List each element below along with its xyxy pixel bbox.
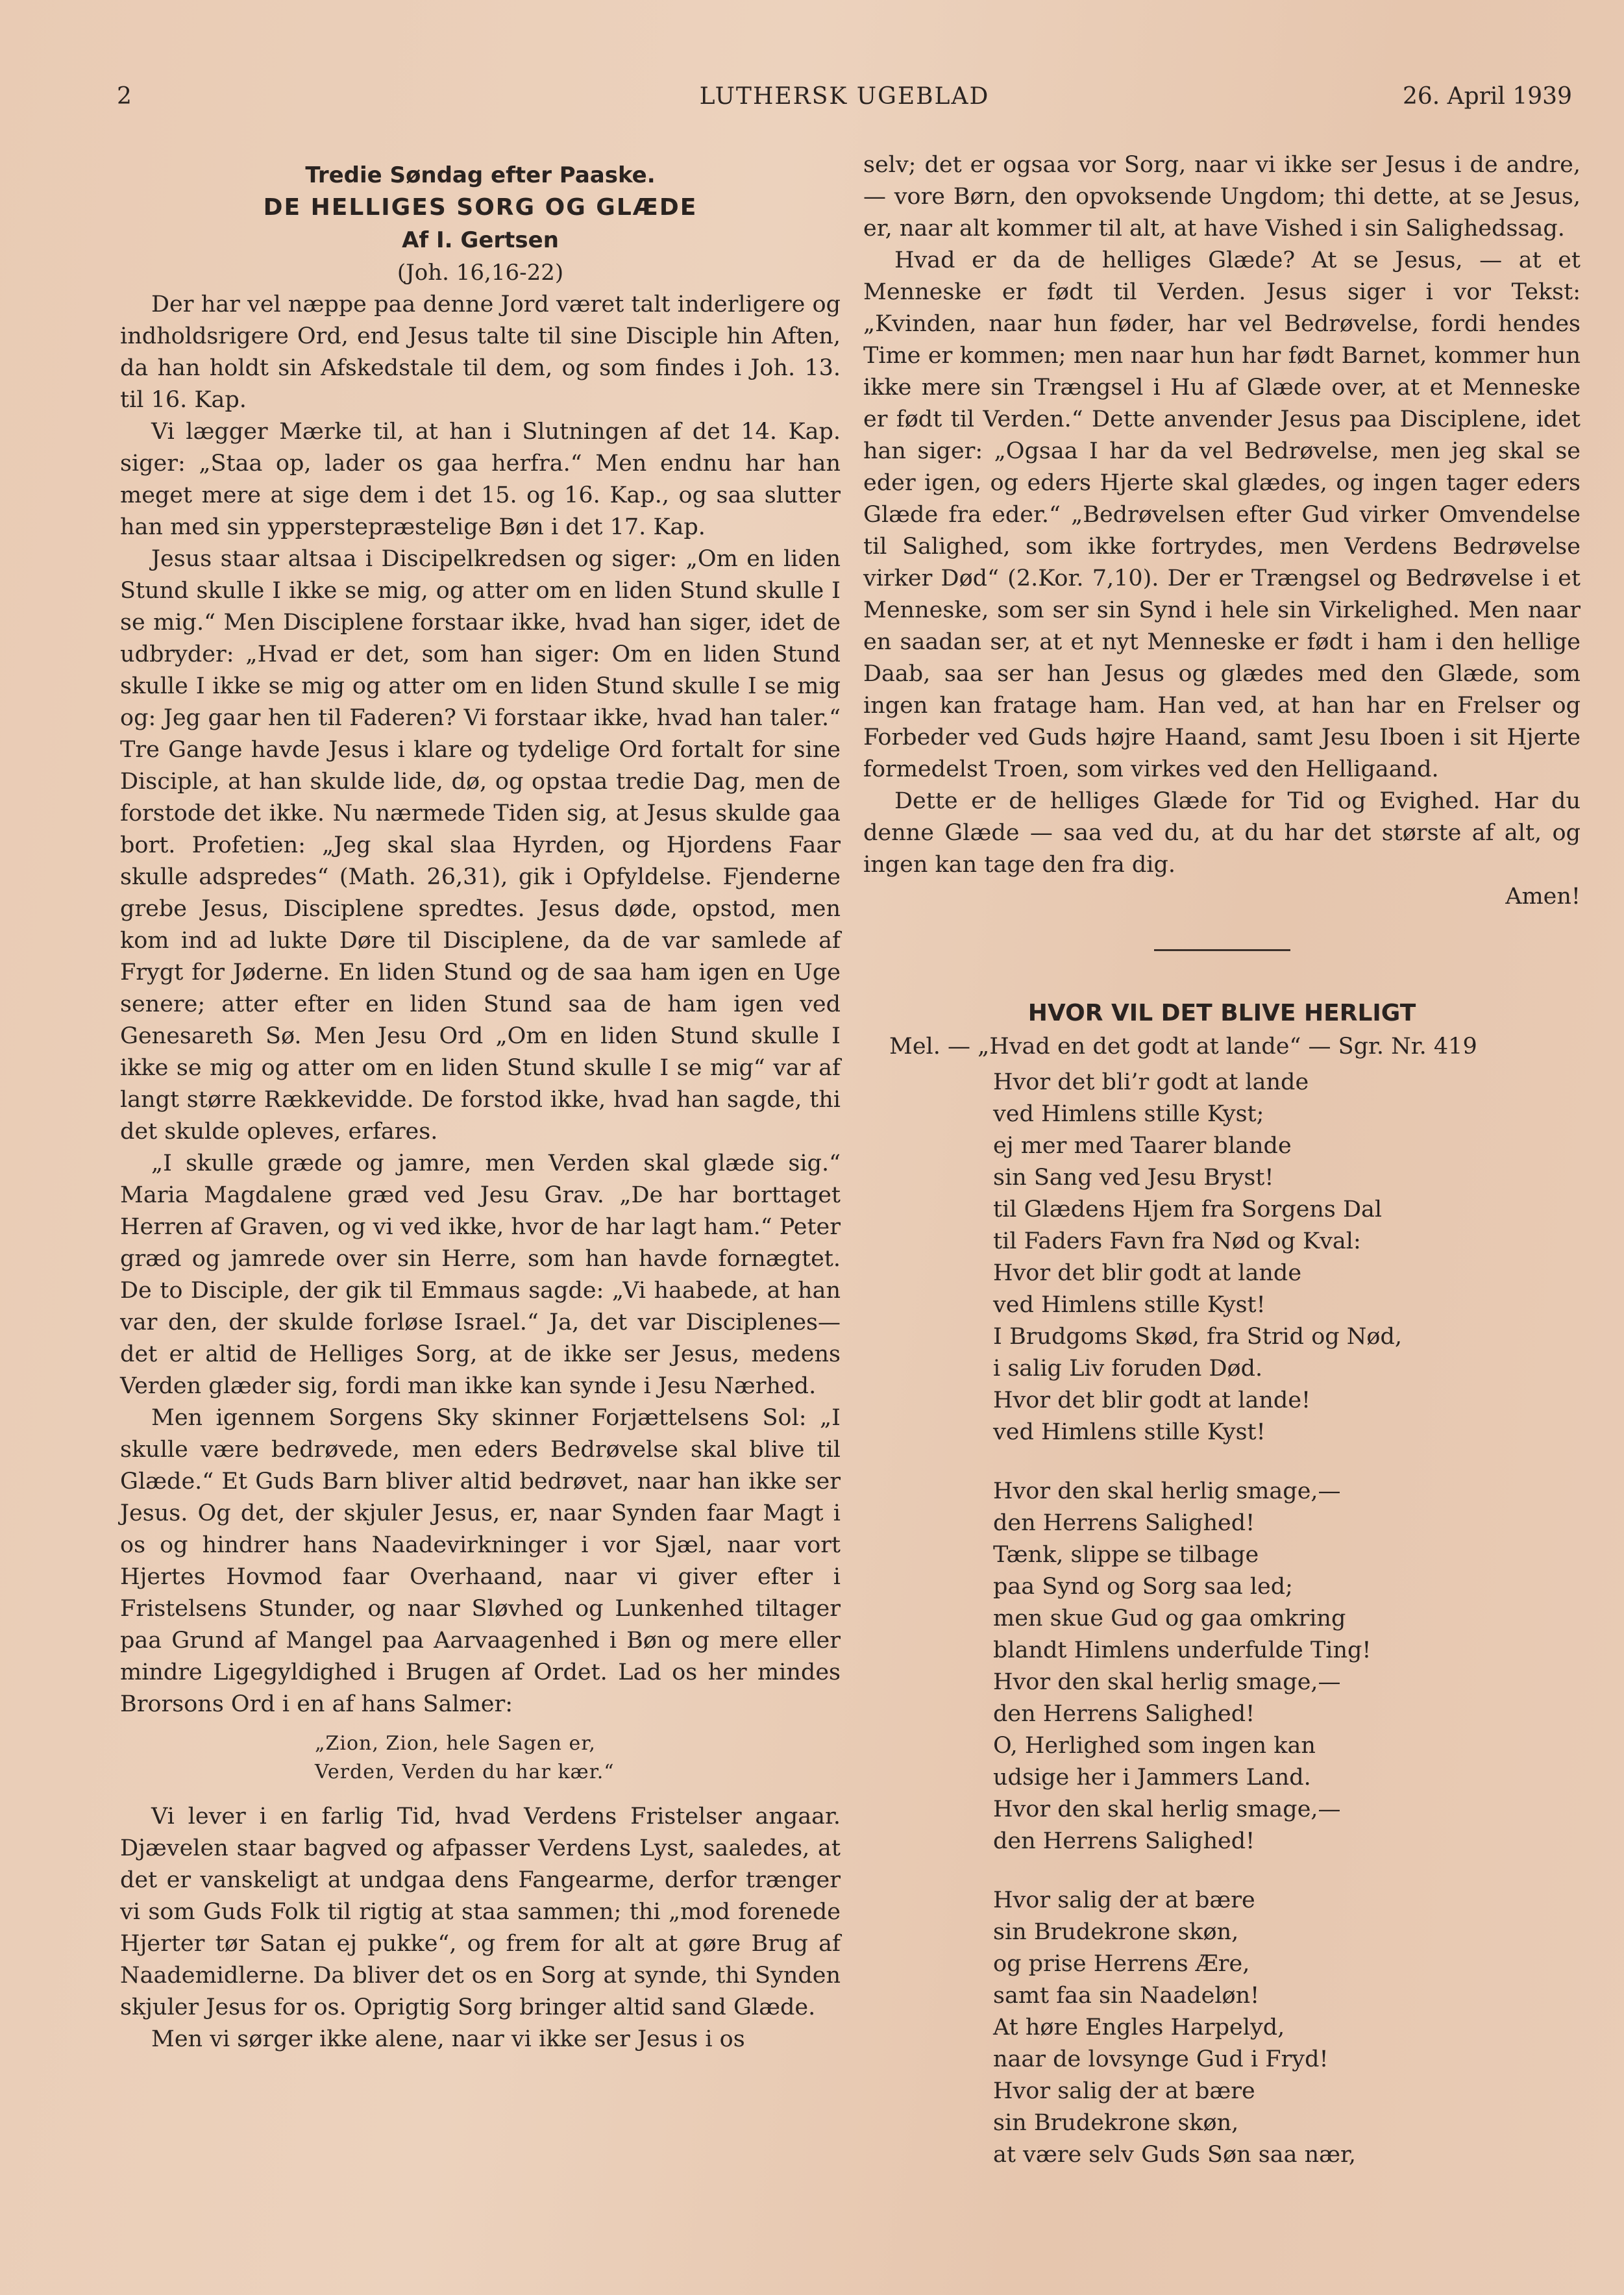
issue-date: 26. April 1939 — [1402, 83, 1572, 110]
hymn-line: sin Sang ved Jesu Bryst! — [993, 1165, 1274, 1191]
hymn-line: At høre Engles Harpelyd, — [993, 2015, 1285, 2041]
article-reference: (Joh. 16,16-22) — [397, 260, 564, 286]
page-header — [117, 83, 1572, 122]
article-paragraph: Men vi sørger ikke alene, naar vi ikke ser Jesus i os — [151, 2026, 745, 2052]
article-paragraph: „I skulle græde og jamre, men Verden skal glæde sig.“ Maria Magdalene græd ved Jesu Grav. „De har borttaget Herren af Graven, og vi ved ikke, hvor de har lagt ham.“ Peter græd og jamrede over sin Herre, som han havde fornægtet. De to Disciple, der gik til Emmaus sagde: „Vi haabede, at han var den, der skulde forløse Israel.“ Ja, det var Disciplenes—det er altid de Helliges Sorg, at de ikke ser Jesus, medens Verden glæder sig, fordi man ikke kan synde i Jesu Nærhed. — [120, 1150, 841, 1399]
hymn-line: Hvor salig der at bære — [993, 1887, 1255, 1913]
article-title: DE HELLIGES SORG OG GLÆDE — [263, 194, 698, 221]
hymn-line: den Herrens Salighed! — [993, 1701, 1255, 1727]
hymn-line: ej mer med Taarer blande — [993, 1133, 1292, 1159]
hymn-line: ved Himlens stille Kyst! — [993, 1292, 1266, 1318]
hymn-melody: Mel. — „Hvad en det godt at lande“ — Sgr. Nr. 419 — [889, 1034, 1477, 1060]
hymn-line: den Herrens Salighed! — [993, 1510, 1255, 1536]
hymn-stanza-3 — [993, 1885, 1581, 2171]
hymn-line: Hvor salig der at bære — [993, 2078, 1255, 2104]
article-paragraph: Vi lægger Mærke til, at han i Slutningen af det 14. Kap. siger: „Staa op, lader os gaa herfra.“ Men endnu har han meget mere at sige dem i det 15. og 16. Kap., og saa slutter han med sin ypperstepræstelige Bøn i det 17. Kap. — [120, 419, 841, 540]
article-pretitle: Tredie Søndag efter Paaske. — [305, 162, 656, 188]
hymn-line: Hvor den skal herlig smage,— — [993, 1796, 1341, 1822]
quote-line: „Zion, Zion, hele Sagen er, — [315, 1732, 596, 1755]
hymn-line: til Glædens Hjem fra Sorgens Dal — [993, 1197, 1383, 1222]
article-heading — [120, 159, 841, 289]
hymn-line: sin Brudekrone skøn, — [993, 2110, 1239, 2136]
article-author: Af I. Gertsen — [402, 227, 559, 253]
article-paragraph: Dette er de helliges Glæde for Tid og Evighed. Har du denne Glæde — saa ved du, at du har det største af alt, og ingen kan tage den fra dig. — [863, 788, 1581, 878]
left-column — [120, 159, 841, 2055]
page-number: 2 — [117, 83, 132, 110]
section-divider — [1154, 949, 1290, 951]
hymn-line: ved Himlens stille Kyst; — [993, 1101, 1264, 1127]
hymn-line: Hvor det bli’r godt at lande — [993, 1069, 1309, 1095]
hymn-line: i salig Liv foruden Død. — [993, 1356, 1263, 1382]
hymn-quote — [315, 1730, 841, 1787]
hymn-line: paa Synd og Sorg saa led; — [993, 1574, 1293, 1600]
hymn-line: blandt Himlens underfulde Ting! — [993, 1637, 1372, 1663]
hymn-line: Hvor det blir godt at lande — [993, 1260, 1302, 1286]
article-paragraph: Men igennem Sorgens Sky skinner Forjættelsens Sol: „I skulle være bedrøvede, men eders Bedrøvelse skal blive til Glæde.“ Et Guds Barn bliver altid bedrøvet, naar han ikke ser Jesus. Og det, der skjuler Jesus, er, naar Synden faar Magt i os og hindrer hans Naadevirkninger i vor Sjæl, naar vort Hjertes Hovmod faar Overhaand, naar vi giver efter i Fristelsens Stunder, og naar Sløvhed og Lunkenhed tiltager paa Grund af Mangel paa Aarvaagenhed i Bøn og mere eller mindre Ligegyldighed i Brugen af Ordet. Lad os her mindes Brorsons Ord i en af hans Salmer: — [120, 1405, 841, 1717]
hymn-line: udsige her i Jammers Land. — [993, 1765, 1311, 1791]
article-closing: Amen! — [1505, 884, 1581, 910]
article-paragraph: selv; det er ogsaa vor Sorg, naar vi ikke ser Jesus i de andre, — vore Børn, den opvoksende Ungdom; thi dette, at se Jesus, er, naar alt kommer til alt, at have Vished i sin Salighedssag. — [863, 152, 1581, 242]
hymn-line: men skue Gud og gaa omkring — [993, 1606, 1346, 1631]
hymn-line: Hvor det blir godt at lande! — [993, 1387, 1311, 1413]
right-column — [863, 149, 1581, 2198]
article-paragraph: Vi lever i en farlig Tid, hvad Verdens Fristelser angaar. Djævelen staar bagved og afpasser Verdens Lyst, saaledes, at det er vanskeligt at undgaa dens Fangearme, derfor trænger vi som Guds Folk til rigtig at staa sammen; thi „mod forenede Hjerter tør Satan ej pukke“, og frem for alt at gøre Brug af Naademidlerne. Da bliver det os en Sorg at synde, thi Synden skjuler Jesus for os. Oprigtig Sorg bringer altid sand Glæde. — [120, 1804, 841, 2020]
hymn-line: sin Brudekrone skøn, — [993, 1919, 1239, 1945]
article-paragraph: Hvad er da de helliges Glæde? At se Jesus, — at et Menneske er født til Verden. Jesus siger i vor Tekst: „Kvinden, naar hun føder, har vel Bedrøvelse, fordi hendes Time er kommen; men naar hun har født Barnet, kommer hun ikke mere sin Trængsel i Hu af Glæde over, at et Menneske er født til Verden.“ Dette anvender Jesus paa Disciplene, idet han siger: „Ogsaa I har da vel Bedrøvelse, men jeg skal se eder igen, og eders Hjerte skal glædes, og ingen tager eders Glæde fra eder.“ „Bedrøvelsen efter Gud virker Omvendelse til Salighed, som ikke fortrydes, men Verdens Bedrøvelse virker Død“ (2.Kor. 7,10). Der er Trængsel og Bedrøvelse i et Menneske, som ser sin Synd i hele sin Virkelighed. Men naar en saadan ser, at et nyt Menneske er født i ham i den hellige Daab, saa ser han Jesus og glædes med den Glæde, som ingen kan fratage ham. Han ved, at han har en Frelser og Forbeder ved Guds højre Haand, samt Jesu Iboen i sit Hjerte formedelst Troen, som virkes ved den Helligaand. — [863, 247, 1581, 782]
quote-line: Verden, Verden du har kær.“ — [315, 1761, 615, 1783]
hymn-line: Hvor den skal herlig smage,— — [993, 1669, 1341, 1695]
article-paragraph: Jesus staar altsaa i Discipelkredsen og siger: „Om en liden Stund skulle I ikke se mig, og atter om en liden Stund skulle I se mig.“ Men Disciplene forstaar ikke, hvad han siger, idet de udbryder: „Hvad er det, som han siger: Om en liden Stund skulle I ikke se mig og atter om en liden Stund skulle I se mig og: Jeg gaar hen til Faderen? Vi forstaar ikke, hvad han taler.“ Tre Gange havde Jesus i klare og tydelige Ord fortalt for sine Disciple, at han skulde lide, dø, og opstaa tredie Dag, men de forstode det ikke. Nu nærmede Tiden sig, at Jesus skulde gaa bort. Profetien: „Jeg skal slaa Hyrden, og Hjordens Faar skulle adspredes“ (Math. 26,31), gik i Opfyldelse. Fjenderne grebe Jesus, Disciplene spredtes. Jesus døde, opstod, men kom ind ad lukte Døre til Disciplene, da de var samlede af Frygt for Jøderne. En liden Stund og de saa ham igen en Uge senere; atter efter en liden Stund saa de ham igen ved Genesareth Sø. Men Jesu Ord „Om en liden Stund skulle I ikke se mig og atter om en liden Stund skulle I se mig“ var af langt større Rækkevidde. De forstod ikke, hvad han sagde, thi det skulde opleves, erfares. — [120, 546, 841, 1145]
hymn-stanza-2 — [993, 1476, 1581, 1857]
hymn-line: og prise Herrens Ære, — [993, 1951, 1250, 1977]
hymn-line: til Faders Favn fra Nød og Kval: — [993, 1228, 1361, 1254]
hymn-line: Tænk, slippe se tilbage — [993, 1542, 1259, 1568]
hymn-line: I Brudgoms Skød, fra Strid og Nød, — [993, 1324, 1403, 1350]
hymn-line: O, Herlighed som ingen kan — [993, 1733, 1316, 1759]
publication-title: LUTHERSK UGEBLAD — [699, 83, 990, 110]
hymn-line: den Herrens Salighed! — [993, 1828, 1255, 1854]
hymn-line: Hvor den skal herlig smage,— — [993, 1478, 1341, 1504]
hymn-title: HVOR VIL DET BLIVE HERLIGT — [1027, 1000, 1416, 1026]
hymn-line: at være selv Guds Søn saa nær, — [993, 2142, 1357, 2168]
hymn-line: ved Himlens stille Kyst! — [993, 1419, 1266, 1445]
hymn-stanza-1 — [993, 1067, 1581, 1448]
hymn-line: samt faa sin Naadeløn! — [993, 1983, 1260, 2009]
hymn-line: naar de lovsynge Gud i Fryd! — [993, 2046, 1329, 2072]
article-paragraph: Der har vel næppe paa denne Jord været talt inderligere og indholdsrigere Ord, end Jesus talte til sine Disciple hin Aften, da han holdt sin Afskedstale til dem, og som findes i Joh. 13. til 16. Kap. — [120, 292, 841, 413]
